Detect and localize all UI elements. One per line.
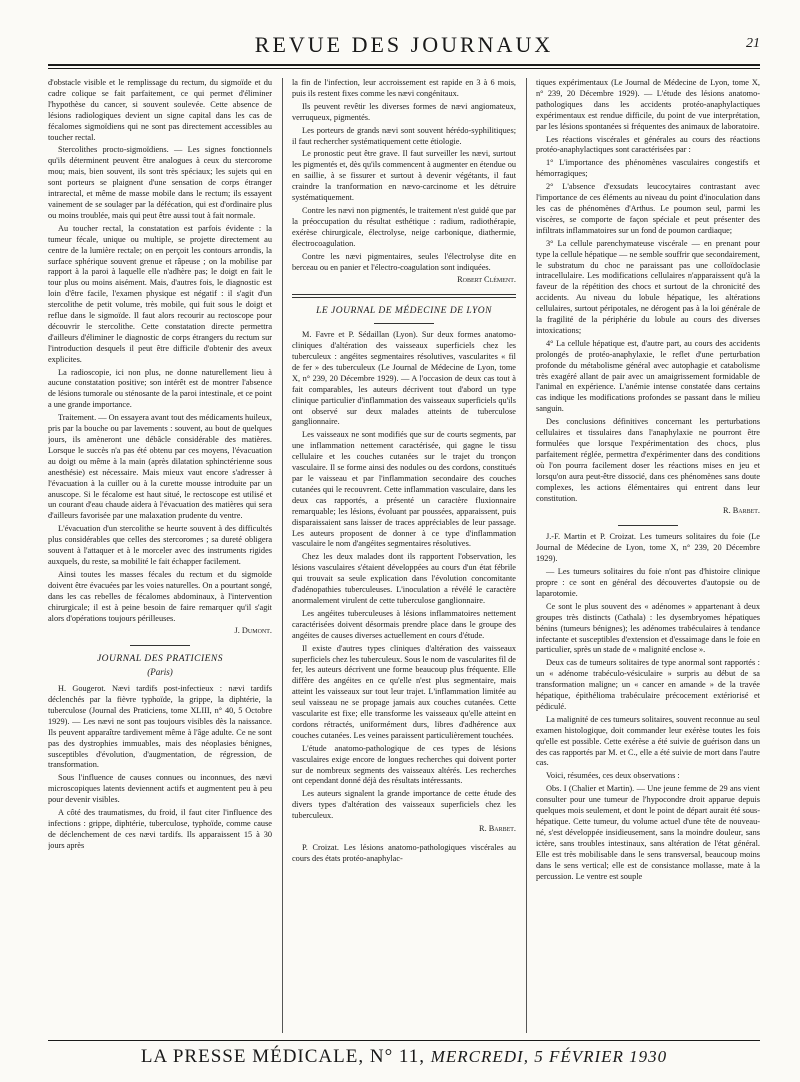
- paragraph: la fin de l'infection, leur accroissement est rapide en 3 à 6 mois, puis ils restent fixes comme les nævi congénitaux.: [292, 78, 516, 98]
- section-subheading: (Paris): [147, 667, 173, 678]
- running-footer: [48, 1046, 760, 1068]
- section-divider: [292, 294, 516, 298]
- paragraph: Les vaisseaux ne sont modifiés que sur de courts segments, par une inflammation nettement caractérisée, qui gagne le tissu cellulaire et les couches cutanées sur le trajet du tronçon vasculaire. Il se forme ainsi des nodules ou des cordons, constitués par le vaisseau et par l'inflammation secondaire des couches cutanées qui le recouvrent. Cette inflammation vasculaire, dans les deux cas rapportés, a présenté un caractère fluxionnaire remarquable; les lésions, évoluant par poussées, apparaissent, puis disparaissaient sans laisser de traces appréciables de leur passage. Les auteurs proposent de donner à ce type d'inflammation vasculaire le nom d'angéites segmentaires résolutives.: [292, 430, 516, 549]
- paragraph: M. Favre et P. Sédaillan (Lyon). Sur deux formes anatomo-cliniques d'altération des vaisseaux superficiels chez les tuberculeux : angéites segmentaires résolutives, vascularites « fil de fer » des tuberculeux (Le Journal de Médecine de Lyon, tome X, n° 239, 20 Décembre 1929). — A l'occasion de deux cas tout à fait comparables, les auteurs décrivent tout d'abord un type clinique particulier d'inflammation des vaisseaux superficiels qu'ils ont observé sur deux malades atteints de tuberculose ganglionnaire.: [292, 330, 516, 427]
- paragraph: Les réactions viscérales et générales au cours des réactions protéo-anaphylactiques sont caractérisées par :: [536, 134, 760, 155]
- paragraph: Les auteurs signalent la grande importance de cette étude des divers types d'altération des vaisseaux superficiels chez les tuberculeux.: [292, 789, 516, 821]
- paragraph: Obs. I (Chalier et Martin). — Une jeune femme de 29 ans vient consulter pour une tumeur de l'hypocondre droit apparue depuis quelques mois seulement, et dont le point de départ aurait été sous-hépatique. Cette tumeur, du volume actuel d'une tête de nouveau-né, s'est développée insidieusement, sans la moindre douleur, sans ictère, sans troubles intestinaux, sans altération de l'état général. Elle est très mobilisable dans le sens transversal, beaucoup moins dans le sens vertical; elle est de consistance mollasse, mate à la percussion. Le ventre est souple: [536, 784, 760, 881]
- paragraph: Il existe d'autres types cliniques d'altération des vaisseaux superficiels chez les tuberculeux. Sous le nom de vascularites fil de fer, les auteurs décrivent une forme beaucoup plus fréquente. Elle diffère des angéites en ce qu'elle n'est plus segmentaire, mais atteint les vaisseaux sur tout leur trajet. L'inflammation limitée au seul vaisseau ne se propage jamais aux couches cutanées. Cette vascularite est fixe; elle transforme les vaisseaux qu'elle atteint en cordons rétractés, uniformément durs, libres d'adhérence aux couches cutanées. Les veines paraissent particulièrement touchées.: [292, 643, 516, 740]
- paragraph: La malignité de ces tumeurs solitaires, souvent reconnue au seul examen histologique, doit commander leur exérèse toutes les fois qu'elle est possible. Cette exérèse a été suivie de guérison dans un des cas rapportés par M. et C., elle a été suivie de mort dans l'autre cas.: [536, 714, 760, 768]
- paragraph: Les angéites tuberculeuses à lésions inflammatoires nettement caractérisées doivent désormais prendre place dans le groupe des angéites de causes diverses actuellement en cours d'étude.: [292, 608, 516, 640]
- column-divider: [282, 78, 283, 1033]
- author-signature: Robert Clément.: [457, 275, 516, 285]
- paragraph: A côté des traumatismes, du froid, il faut citer l'influence des infections : grippe, diphtérie, tuberculose, typhoïde, comme cause de déclenchement de ces nævi tardifs. Ils apparaissent 15 à 30 jours après: [48, 808, 272, 850]
- column-3: [536, 78, 760, 1033]
- paragraph: L'étude anatomo-pathologique de ces types de lésions vasculaires exige encore de longues recherches qui doivent porter sur de nombreux segments des vaisseaux altérés. Les recherches ont cependant donné déjà des résultats intéressants.: [292, 743, 516, 786]
- paragraph: Ainsi toutes les masses fécales du rectum et du sigmoïde doivent être évacuées par les voies naturelles. On a pourtant songé, dans les cas rebelles de fécalomes abdominaux, à l'intervention chirurgicale; il est à peine besoin de faire remarquer qu'il s'agit alors d'opérations toujours périlleuses.: [48, 569, 272, 623]
- paragraph: Ce sont le plus souvent des « adénomes » appartenant à deux groupes très distincts (Cathala) : les dysembryomes hépatiques bénins (tumeurs bénignes); les adénomes trabéculaires à tendance infectante et susceptibles d'extension et d'essaimage dans le foie en particulier, sprès un stade de « malignité enclose ».: [536, 601, 760, 655]
- paragraph: Contre les nævi pigmentaires, seules l'électrolyse dite en berceau ou en panier et l'électro-coagulation sont indiquées.: [292, 251, 516, 272]
- footer-journal: LA PRESSE MÉDICALE, N° 11,: [140, 1046, 425, 1067]
- column-divider: [526, 78, 527, 1033]
- paragraph: L'évacuation d'un stercolithe se heurte souvent à des difficultés plus considérables que celles des stercoromes ; sa dureté obligera souvent à l'attaquer et à le morceler avec des instruments rigides auxquels, du reste, sa mobilité le fait échapper facilement.: [48, 524, 272, 566]
- section-divider: [618, 525, 678, 526]
- paragraph: La radioscopie, ici non plus, ne donne naturellement lieu à aucune constatation positive; son intérêt est de montrer l'absence de lésions tumorale ou sténosante de la paroi intestinale, et ce point a une grande importance.: [48, 367, 272, 410]
- paragraph: Sous l'influence de causes connues ou inconnues, des nævi microscopiques latents deviennent actifs et augmentent peu à peu pour devenir visibles.: [48, 773, 272, 805]
- paragraph: tiques expérimentaux (Le Journal de Médecine de Lyon, tome X, n° 239, 20 Décembre 1929). — L'étude des lésions anatomo-pathologiques dans les accidents protéo-anaphylactiques expérimentaux est rendue difficile, du point de vue interprétation, par les lésions spontanées si fréquentes des animaux de laboratoire.: [536, 78, 760, 131]
- paragraph: J.-F. Martin et P. Croizat. Les tumeurs solitaires du foie (Le Journal de Médecine de Lyon, tome X, n° 239, 20 Décembre 1929).: [536, 532, 760, 564]
- paragraph: P. Croizat. Les lésions anatomo-pathologiques viscérales au cours des états protéo-anaphylac-: [292, 843, 516, 863]
- column-2: [292, 78, 516, 1033]
- paragraph: Le pronostic peut être grave. Il faut surveiller les nævi, surtout les pigmentés et, dès qu'ils commencent à augmenter en étendue ou en saillie, à se fissurer et surtout à devenir végétants, il faut craindre la tranformation en nævo-carcinome et les détruire systématiquement.: [292, 149, 516, 203]
- running-header: [48, 30, 760, 60]
- paragraph: Contre les nævi non pigmentés, le traitement n'est guidé que par la préoccupation du résultat esthétique : radium, radiothérapie, exérèse chirurgicale, électrolyse, neige carbonique, diathermie, électrocoagulation.: [292, 205, 516, 248]
- paragraph: Au toucher rectal, la constatation est parfois évidente : la tumeur fécale, unique ou multiple, se projette directement au centre de la lumière rectale; on en perçoit les contours arrondis, la surface sphérique souvent grenue et râpeuse ; on la mobilise par rapport à la paroi à laquelle elle n'adhère pas; le doigt en fait le tour plus ou moins aisément. Mais, d'autres fois, le diagnostic est loin d'être facile, l'examen physique est négatif : il s'agit d'un stercolithe de petit volume, très mobile, qui fuit sous le doigt et reflue dans le sigmoïde. Il faut alors recourir au rectoscope pour découvrir le stercolithe. Cette constatation directe permettra d'ailleurs d'éliminer le diagnostic de corps étrangers du rectum sur l'introduction desquels il peut être difficile d'obtenir des aveux explicites.: [48, 223, 272, 364]
- author-signature: R. Barbet.: [723, 506, 760, 516]
- author-signature: J. Dumont.: [234, 626, 272, 636]
- section-heading: JOURNAL DES PRATICIENS: [96, 654, 224, 665]
- footer-date: MERCREDI, 5 FÉVRIER 1930: [430, 1047, 668, 1066]
- paragraph: Voici, résumées, ces deux observations :: [546, 771, 680, 781]
- paragraph: Des conclusions définitives concernant les perturbations cellulaires et tissulaires dans l'anaphylaxie ne pourront être formulées que lorsque l'expérimentation des chocs, plus parfaitement réglée, permettra d'expérimenter dans des conditions où l'on pourra facilement doser les réactions mises en jeu et lorsqu'on aura peut-être dissocié, dans ces phénomènes sans doute complexes, les actions élémentaires qui entrent dans leur constitution.: [536, 417, 760, 503]
- paragraph: Traitement. — On essayera avant tout des médicaments huileux, pris par la bouche ou par lavements : souvent, au bout de quelques jours, ils amèneront une débâcle considérable des matières. Lorsque le succès n'a pas été obtenu par ces moyens, l'évacuation au doigt ou même à la main (après dilatation sphinctérienne sous anesthésie) est nécessaire. Mais mieux vaut encore s'adresser à l'évacuation à la cuiller ou à la curette mousse introduite par un anuscope. Si le fécalome est haut situé, le rectoscope est utilisé et un courant d'eau chaude aidera à l'évacuation des matières qui sera d'ailleurs favorisée par une malaxation prudente du ventre.: [48, 413, 272, 521]
- paragraph: 4° La cellule hépatique est, d'autre part, au cours des accidents prolongés de protéo-anaphylaxie, le reflet d'une perturbation profonde du métabolisme général avec autophagie et catabolisme très exagéré allant de pair avec un amaigrissement formidable de l'animal en expérience. L'anémie intense constatée dans certains cas indique les modifications profondes se passant dans le milieu sanguin.: [536, 338, 760, 414]
- paragraph: Stercolithes procto-sigmoïdiens. — Les signes fonctionnels qu'ils déterminent peuvent être analogues à ceux du stercorome mou; mais, bien souvent, ils sont très spéciaux; les sujets qui en sont porteurs se plaignent d'une sensation de corps étranger intrarectal, et même de masse mobile dans le rectum; ils essayent vainement de se soulager par la défécation, qui est d'ordinaire plus ou moins troublée, mais qui peut être aussi tout à fait normale.: [48, 145, 272, 220]
- paragraph: — Les tumeurs solitaires du foie n'ont pas d'histoire clinique propre : ce sont en général des découvertes d'autopsie ou de laparotomie.: [536, 567, 760, 598]
- paragraph: 1° L'importance des phénomènes vasculaires congestifs et hémorragiques;: [536, 158, 760, 179]
- paragraph: 3° La cellule parenchymateuse viscérale — en prenant pour type la cellule hépatique — ne semble souffrir que secondairement, le substratum du choc ne paraissant pas une colloïdoclasie intracellulaire. Les modifications cellulaires n'apparaissent qu'à la faveur de la répétition des chocs et surtout de la chronicité des accidents. Au niveau du lobule hépatique, les altérations cellulaires, surtout péripotales, ne dérogent pas à la loi générale de la fragilité de la périphérie du lobule au cours des diverses intoxications;: [536, 238, 760, 335]
- section-divider: [130, 645, 190, 646]
- page-number: 21: [746, 36, 760, 51]
- paragraph: Deux cas de tumeurs solitaires de type anormal sont rapportés : un « adénome trabéculo-vésiculaire » surpris au début de sa transformation maligne; un « cancer en amande » de la travée hépatique, épithélioma trabéculaire précocement extériorisé et pédiculé.: [536, 658, 760, 711]
- author-signature: R. Barbet.: [479, 824, 516, 834]
- paragraph: Les porteurs de grands nævi sont souvent hérédo-syphilitiques; il faut rechercher systématiquement cette étiologie.: [292, 125, 516, 146]
- section-divider: [374, 323, 434, 324]
- paragraph: Ils peuvent revêtir les diverses formes de nævi angiomateux, verruqueux, pigmentés.: [292, 101, 516, 122]
- paragraph: 2° L'absence d'exsudats leucocytaires contrastant avec l'importance de ces éléments au niveau du point d'inoculation dans les cas de phénomènes d'Arthus. Le poumon seul, parmi les viscères, se comporte de façon spéciale et peut présenter des infiltrats inflammatoires sur un fond de poumon cardiaque;: [536, 182, 760, 235]
- paragraph: H. Gougerot. Nævi tardifs post-infectieux : nævi tardifs déclenchés par la fièvre typhoïde, la grippe, la diphtérie, la tuberculose (Journal des Praticiens, tome XLIII, n° 40, 5 Octobre 1929). — Les nævi ne sont pas toujours visibles dès la naissance. Ils peuvent apparaître tardivement même à l'âge adulte. Ce ne sont pas des dystrophies immuables, mais des néoplasies bénignes, susceptibles d'évolution, d'augmentation, de régression, de transformation.: [48, 684, 272, 770]
- paragraph: d'obstacle visible et le remplissage du rectum, du sigmoïde et du cadre colique se fait parfaitement, ce qui permet d'éliminer l'hypothèse du cancer, si souvent soulevée. Cette absence de lésions radiologiques devient un signe capital dans les cas de fécalomes sigmoïdiens qui ne sont pas directement accessibles au toucher rectal.: [48, 78, 272, 142]
- header-rule-thin: [48, 68, 760, 69]
- column-1: [48, 78, 272, 1033]
- header-rule: [48, 64, 760, 66]
- journal-section-title: REVUE DES JOURNAUX: [254, 32, 554, 57]
- footer-rule: [48, 1040, 760, 1041]
- section-heading: LE JOURNAL DE MÉDECINE DE LYON: [316, 306, 492, 317]
- paragraph: Chez les deux malades dont ils rapportent l'observation, les lésions vasculaires s'étaient développées au cours d'un état fébrile qui trouvait sa seule explication dans l'évolution concomitante d'adénopathies tuberculeuses. L'inoculation a révélé le caractère anormalement virulent de cette tuberculose ganglionnaire.: [292, 552, 516, 605]
